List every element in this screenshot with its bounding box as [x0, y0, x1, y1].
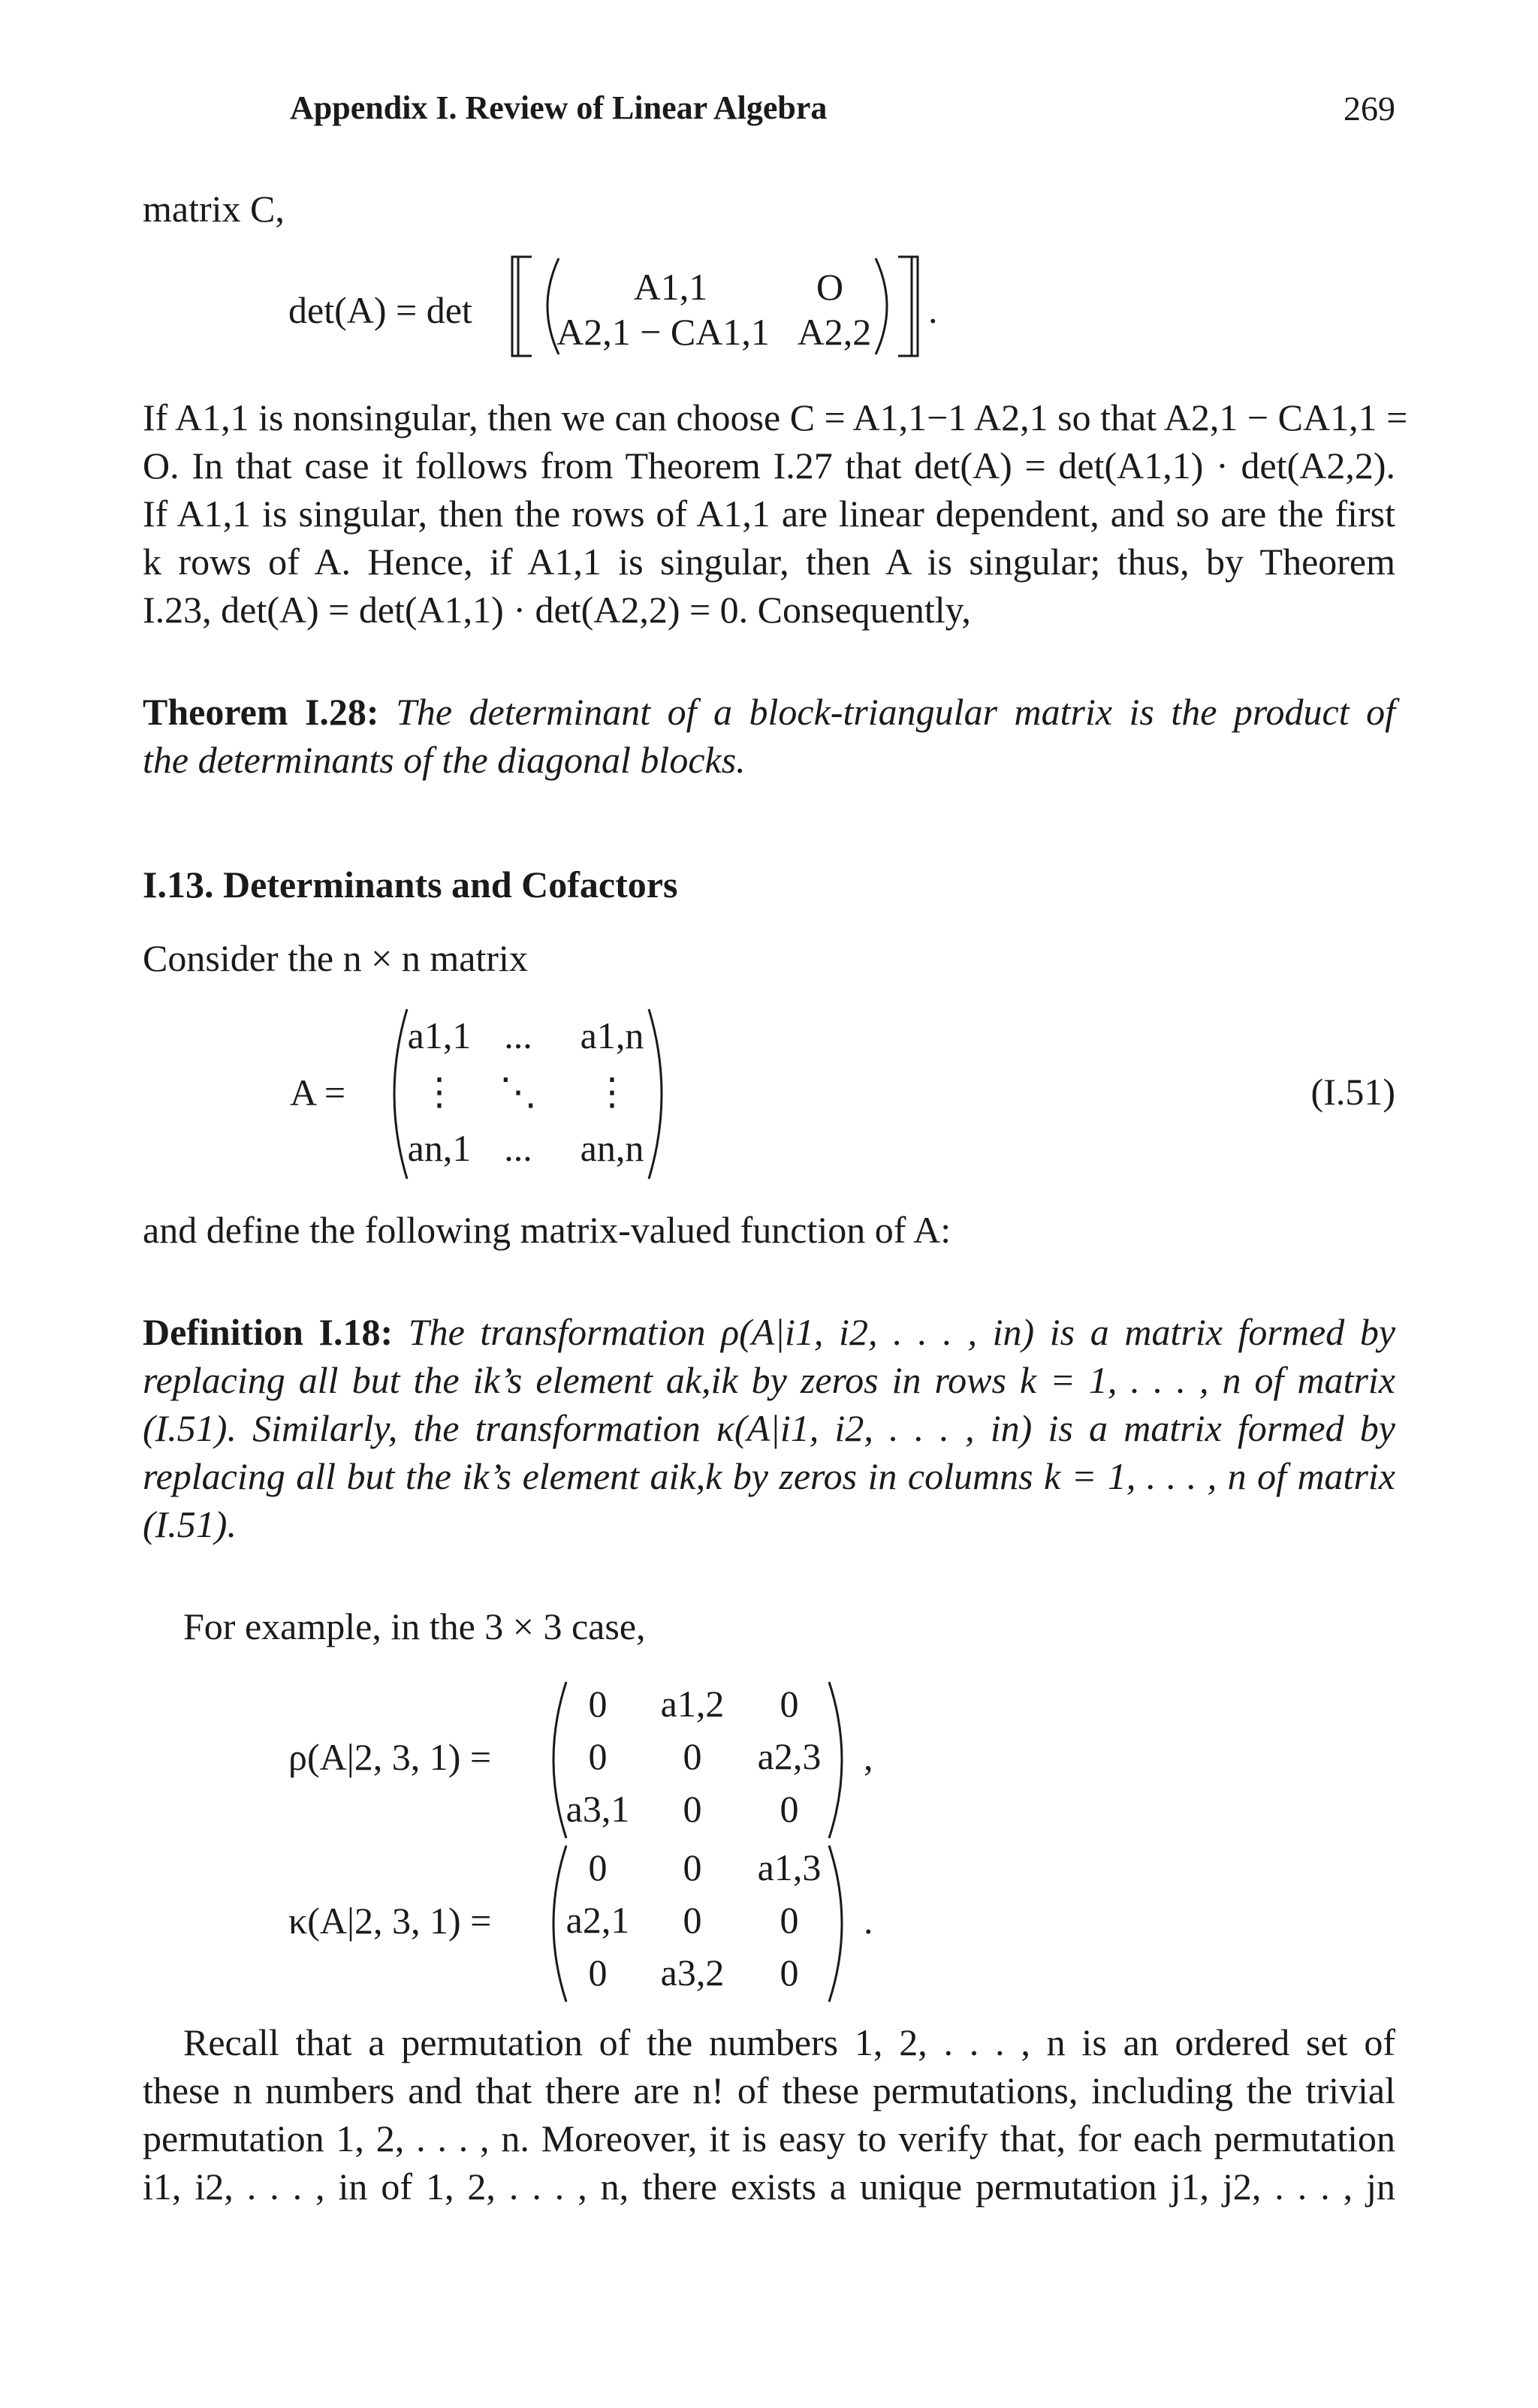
- kappa-cell: a2,1: [565, 1899, 630, 1941]
- theorem-text-2: the determinants of the diagonal blocks.: [143, 739, 746, 781]
- kappa-cell: a3,2: [660, 1951, 725, 1994]
- rho-cell: 0: [683, 1735, 702, 1777]
- rho-cell: a2,3: [757, 1735, 822, 1777]
- rho-end: ,: [864, 1736, 873, 1778]
- matrix-a-cell: an,n: [580, 1127, 644, 1169]
- definition-text-4: replacing all but the ik’s element aik,k by zeros in columns k = 1, . . . , n of matrix: [143, 1455, 1395, 1497]
- matrix-a-cell: ⋱: [499, 1071, 537, 1113]
- rho-right-paren: [825, 1679, 858, 1841]
- intro-text: matrix C,: [143, 188, 285, 230]
- kappa-cell: 0: [780, 1899, 799, 1941]
- para1-line-3: If A1,1 is singular, then the rows of A1,1 are linear dependent, and so are the first: [143, 493, 1395, 535]
- last-para-line-1: Recall that a permutation of the numbers 1, 2, . . . , n is an ordered set of: [183, 2021, 1395, 2063]
- kappa-end: .: [864, 1900, 873, 1942]
- matrix-a-lhs: A =: [290, 1071, 346, 1114]
- para1-line-1: If A1,1 is nonsingular, then we can choose C = A1,1−1 A2,1 so that A2,1 − CA1,1 =: [143, 396, 1408, 439]
- section-heading: I.13. Determinants and Cofactors: [143, 863, 678, 906]
- definition-text-5: (I.51).: [143, 1503, 237, 1545]
- theorem-label: Theorem I.28:: [143, 691, 379, 733]
- kappa-lhs: κ(A|2, 3, 1) =: [288, 1900, 492, 1942]
- page-number: 269: [1343, 89, 1395, 128]
- matrix-a-cell: ...: [504, 1014, 532, 1056]
- block-cell-o: O: [816, 266, 844, 308]
- block-cell-a22: A2,2: [797, 311, 872, 353]
- outer-right-bracket: [891, 254, 928, 359]
- block-cell-a11: A1,1: [633, 266, 708, 308]
- matrix-a-cell: a1,1: [407, 1014, 472, 1056]
- block-cell-a21-cA11: A2,1 − CA1,1: [556, 311, 770, 353]
- definition-text-1: The transformation ρ(A|i1, i2, . . . , in) is a matrix formed by: [408, 1311, 1396, 1353]
- matrix-a-cell: ⋮: [593, 1071, 631, 1113]
- rho-cell: 0: [683, 1788, 702, 1830]
- kappa-cell: 0: [780, 1951, 799, 1994]
- matrix-a-right-paren: [644, 1006, 677, 1182]
- definition-text-2: replacing all but the ik’s element ak,ik by zeros in rows k = 1, . . . , n of matrix: [143, 1359, 1395, 1401]
- block-det-lhs: det(A) = det: [288, 289, 472, 331]
- matrix-a-cell: ⋮: [421, 1071, 458, 1113]
- equation-label: (I.51): [1310, 1071, 1395, 1113]
- para1-line-5: I.23, det(A) = det(A1,1) · det(A2,2) = 0. Consequently,: [143, 589, 971, 631]
- rho-cell: a1,2: [660, 1683, 725, 1725]
- define-text: and define the following matrix-valued function of A:: [143, 1209, 951, 1251]
- definition-text-3: (I.51). Similarly, the transformation κ(A|i1, i2, . . . , in) is a matrix formed by: [143, 1407, 1395, 1449]
- rho-cell: 0: [780, 1683, 799, 1725]
- matrix-a-cell: an,1: [407, 1127, 472, 1169]
- definition-label: Definition I.18:: [143, 1311, 394, 1353]
- running-head: Appendix I. Review of Linear Algebra: [290, 89, 828, 126]
- kappa-right-paren: [825, 1843, 858, 2005]
- rho-lhs: ρ(A|2, 3, 1) =: [288, 1736, 492, 1778]
- matrix-a-cell: ...: [504, 1127, 532, 1169]
- para1-line-2: O. In that case it follows from Theorem I.27 that det(A) = det(A1,1) · det(A2,2).: [143, 445, 1395, 487]
- definition-line-1: [143, 1308, 1395, 1356]
- example-intro: For example, in the 3 × 3 case,: [183, 1605, 646, 1647]
- last-para-line-3: permutation 1, 2, . . . , n. Moreover, it is easy to verify that, for each permutation: [143, 2117, 1395, 2159]
- matrix-a-cell: a1,n: [580, 1014, 644, 1056]
- block-det-end: .: [928, 289, 938, 331]
- last-para-line-4: i1, i2, . . . , in of 1, 2, . . . , n, there exists a unique permutation j1, j2, . . . , jn: [143, 2165, 1395, 2208]
- rho-cell: 0: [588, 1735, 608, 1777]
- rho-cell: 0: [780, 1788, 799, 1830]
- theorem-line-1: [143, 688, 1395, 736]
- kappa-cell: a1,3: [757, 1846, 822, 1888]
- kappa-cell: 0: [588, 1846, 608, 1888]
- rho-cell: a3,1: [565, 1788, 630, 1830]
- rho-cell: 0: [588, 1683, 608, 1725]
- kappa-cell: 0: [683, 1899, 702, 1941]
- kappa-cell: 0: [683, 1846, 702, 1888]
- kappa-cell: 0: [588, 1951, 608, 1994]
- consider-text: Consider the n × n matrix: [143, 937, 528, 979]
- last-para-line-2: these n numbers and that there are n! of these permutations, including the trivial: [143, 2069, 1395, 2111]
- para1-line-4: k rows of A. Hence, if A1,1 is singular, then A is singular; thus, by Theorem: [143, 541, 1395, 583]
- theorem-text-1: The determinant of a block-triangular matrix is the product of: [396, 691, 1395, 733]
